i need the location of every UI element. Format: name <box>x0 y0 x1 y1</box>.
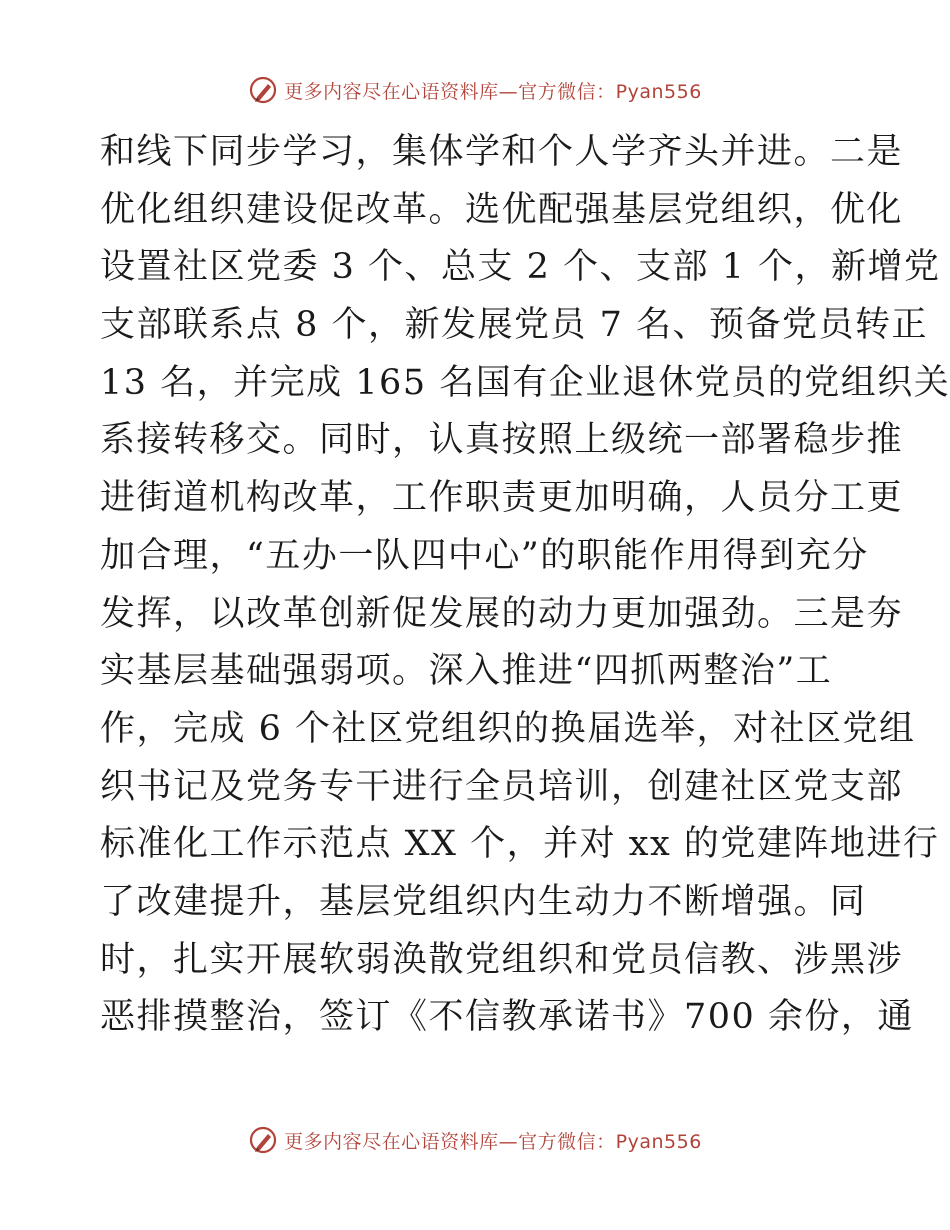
document-body <box>100 124 950 1047</box>
body-line: 作，完成 6 个社区党组织的换届选举，对社区党组 <box>100 708 916 749</box>
banner-text: 更多内容尽在心语资料库—官方微信：Pyan556 <box>284 80 702 103</box>
footer-banner <box>0 1122 950 1158</box>
body-line: 恶排摸整治，签订《不信教承诺书》700 余份，通 <box>100 997 914 1038</box>
body-line: 优化组织建设促改革。选优配强基层党组织，优化 <box>100 189 904 230</box>
body-line: 进街道机构改革，工作职责更加明确，人员分工更 <box>100 478 904 519</box>
header-banner <box>0 72 950 108</box>
body-line: 织书记及党务专干进行全员培训，创建社区党支部 <box>100 766 904 807</box>
body-line: 发挥，以改革创新促发展的动力更加强劲。三是夯 <box>100 593 904 634</box>
body-line: 加合理，“五办一队四中心”的职能作用得到充分 <box>100 535 869 576</box>
body-line: 和线下同步学习，集体学和个人学齐头并进。二是 <box>100 132 904 172</box>
body-line: 系接转移交。同时，认真按照上级统一部署稳步推 <box>100 420 904 461</box>
body-line: 实基层基础强弱项。深入推进“四抓两整治”工 <box>100 651 833 692</box>
pen-logo-icon <box>248 75 278 105</box>
body-line: 设置社区党委 3 个、总支 2 个、支部 1 个，新增党 <box>100 247 941 288</box>
banner-text: 更多内容尽在心语资料库—官方微信：Pyan556 <box>284 1130 702 1153</box>
body-line: 了改建提升，基层党组织内生动力不断增强。同 <box>100 881 867 922</box>
pen-logo-icon <box>248 1125 278 1155</box>
body-line: 13 名，并完成 165 名国有企业退休党员的党组织关 <box>100 362 950 403</box>
body-line: 支部联系点 8 个，新发展党员 7 名、预备党员转正 <box>100 305 929 346</box>
body-line: 标准化工作示范点 XX 个，并对 xx 的党建阵地进行 <box>100 824 940 865</box>
body-line: 时，扎实开展软弱涣散党组织和党员信教、涉黑涉 <box>100 939 904 980</box>
